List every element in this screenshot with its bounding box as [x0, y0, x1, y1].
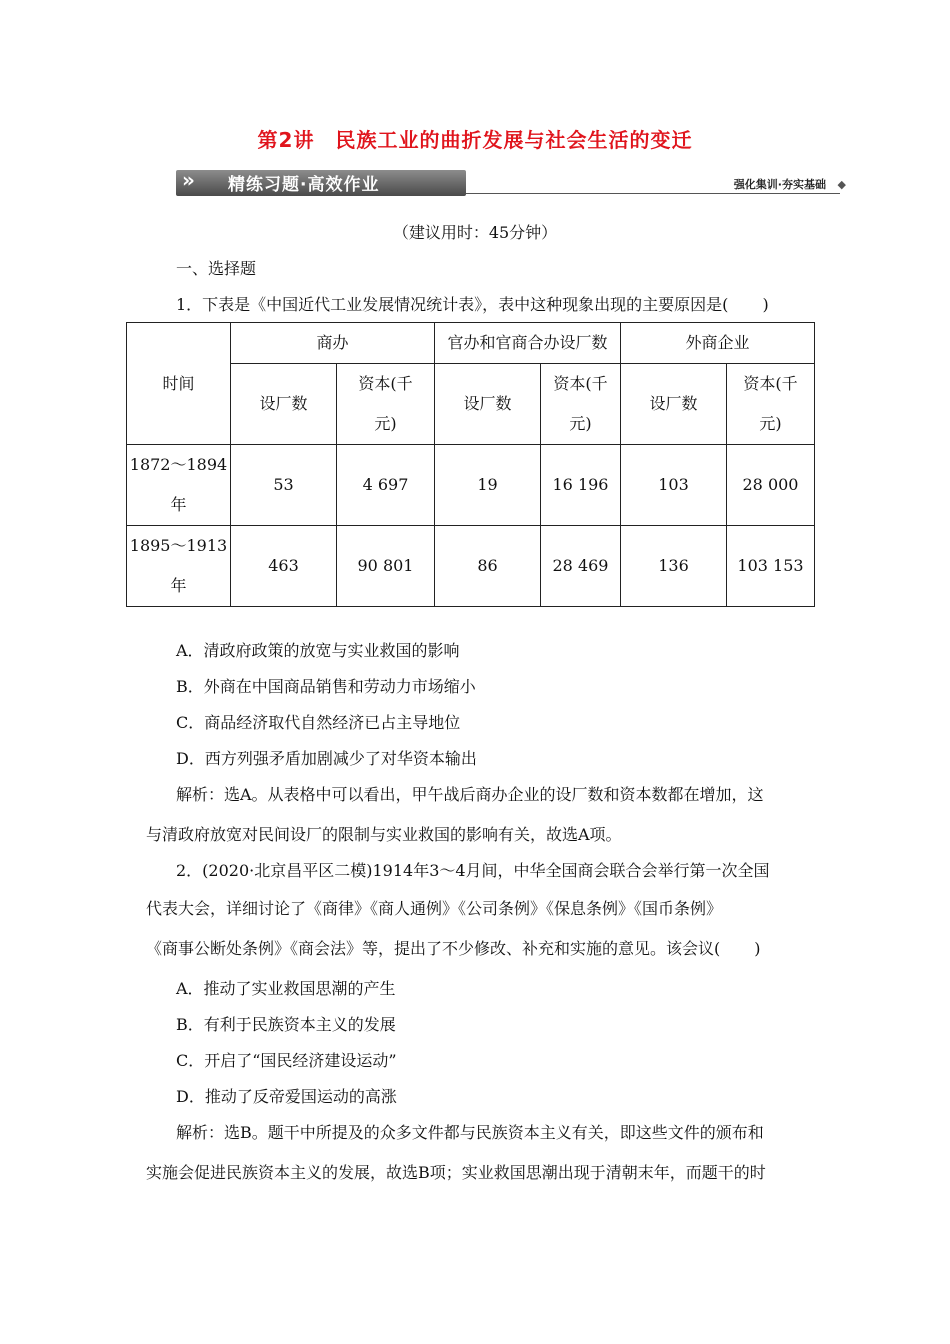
period-line: 1872～1894: [129, 455, 228, 474]
option-b: B．外商在中国商品销售和劳动力市场缩小: [176, 677, 476, 696]
value-cell: 103 153: [727, 526, 815, 607]
option-a: A．清政府政策的放宽与实业救国的影响: [176, 641, 460, 660]
subheader-factories: 设厂数: [621, 364, 727, 445]
value-cell: 103: [621, 445, 727, 526]
subheader-capital-line: 资本(千: [743, 374, 798, 393]
option-d: D．推动了反帝爱国运动的高涨: [176, 1087, 397, 1106]
analysis-line: 与清政府放宽对民间设厂的限制与实业救国的影响有关，故选A项。: [146, 825, 622, 844]
value-cell: 16 196: [541, 445, 621, 526]
answer-paren: ): [762, 295, 769, 314]
subheader-capital-line: 资本(千: [553, 374, 608, 393]
subheader-capital: [727, 364, 815, 445]
option-c: C．商品经济取代自然经济已占主导地位: [176, 713, 461, 732]
header-time: 时间: [127, 323, 231, 445]
option-a: A．推动了实业救国思潮的产生: [176, 979, 396, 998]
subheader-capital-line: 元): [374, 414, 397, 433]
page-title: 第2讲 民族工业的曲折发展与社会生活的变迁: [257, 128, 693, 152]
header-group: 商办: [231, 323, 435, 364]
table-row: [127, 445, 815, 526]
banner-right-text: 强化集训·夯实基础: [733, 178, 826, 191]
analysis-line: 解析：选A。从表格中可以看出，甲午战后商办企业的设厂数和资本数都在增加，这: [176, 785, 764, 804]
value-cell: 53: [231, 445, 337, 526]
value-cell: 463: [231, 526, 337, 607]
option-c: C．开启了“国民经济建设运动”: [176, 1051, 397, 1070]
table-row: [127, 526, 815, 607]
answer-paren: ): [754, 939, 761, 958]
period-line: 1895～1913: [129, 536, 228, 555]
section-heading: 一、选择题: [176, 259, 257, 278]
time-hint: （建议用时：45分钟）: [392, 223, 558, 242]
subheader-factories: 设厂数: [435, 364, 541, 445]
subheader-capital-line: 元): [569, 414, 592, 433]
statistics-table: [126, 322, 815, 607]
question-2-stem: [146, 936, 761, 959]
question-2-stem: 代表大会，详细讨论了《商律》《商人通例》《公司条例》《保息条例》《国币条例》: [146, 899, 723, 918]
question-2-text: 《商事公断处条例》《商会法》等，提出了不少修改、补充和实施的意见。该会议(: [146, 939, 721, 958]
option-d: D．西方列强矛盾加剧减少了对华资本输出: [176, 749, 477, 768]
banner-left-text: 精练习题·高效作业: [228, 175, 380, 195]
value-cell: 86: [435, 526, 541, 607]
option-b: B．有利于民族资本主义的发展: [176, 1015, 396, 1034]
subheader-capital-line: 资本(千: [358, 374, 413, 393]
value-cell: 28 000: [727, 445, 815, 526]
subheader-factories: 设厂数: [231, 364, 337, 445]
period-line: 年: [170, 495, 187, 514]
value-cell: 136: [621, 526, 727, 607]
question-1-text: 1．下表是《中国近代工业发展情况统计表》，表中这种现象出现的主要原因是(: [176, 295, 729, 314]
analysis-line: 解析：选B。题干中所提及的众多文件都与民族资本主义有关，即这些文件的颁布和: [176, 1123, 764, 1142]
period-cell: [127, 526, 231, 607]
question-1-stem: [176, 292, 769, 315]
subheader-capital: [541, 364, 621, 445]
period-cell: [127, 445, 231, 526]
value-cell: 90 801: [337, 526, 435, 607]
analysis-line: 实施会促进民族资本主义的发展，故选B项；实业救国思潮出现于清朝末年，而题干的时: [146, 1163, 766, 1182]
subheader-capital: [337, 364, 435, 445]
value-cell: 19: [435, 445, 541, 526]
double-chevron-icon: »: [182, 168, 195, 192]
question-2-stem: 2．(2020·北京昌平区二模)1914年3～4月间，中华全国商会联合会举行第一次全国: [176, 861, 770, 880]
value-cell: 28 469: [541, 526, 621, 607]
value-cell: 4 697: [337, 445, 435, 526]
header-group: 官办和官商合办设厂数: [435, 323, 621, 364]
subheader-capital-line: 元): [759, 414, 782, 433]
header-group: 外商企业: [621, 323, 815, 364]
section-banner: [176, 166, 848, 200]
period-line: 年: [170, 576, 187, 595]
diamond-icon: ◆: [837, 178, 846, 191]
banner-rule: [466, 193, 840, 194]
